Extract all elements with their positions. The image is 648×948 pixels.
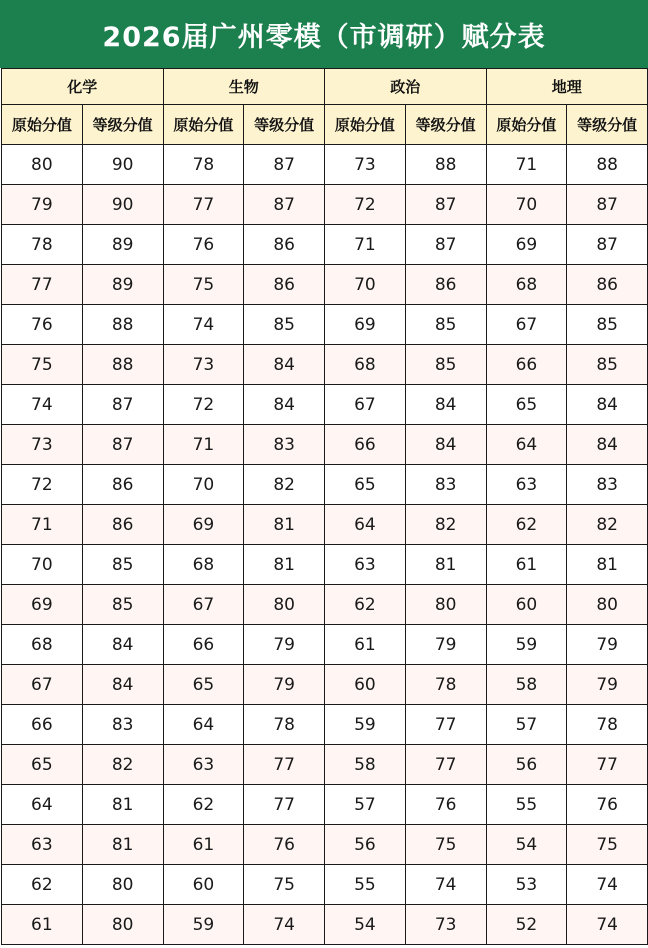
grade-score-cell: 80 [567,585,648,625]
raw-score-cell: 61 [2,905,83,945]
grade-score-cell: 82 [82,745,163,785]
table-row [2,345,648,385]
table-row [2,545,648,585]
raw-score-cell: 55 [486,785,567,825]
raw-score-cell: 74 [163,305,244,345]
grade-score-cell: 87 [405,225,486,265]
grade-score-cell: 74 [405,865,486,905]
table-row [2,185,648,225]
raw-score-header: 原始分值 [486,105,567,145]
raw-score-cell: 65 [325,465,406,505]
grade-score-cell: 85 [244,305,325,345]
page-title: 2026届广州零模（市调研）赋分表 [102,21,546,53]
grade-score-header: 等级分值 [567,105,648,145]
raw-score-cell: 60 [325,665,406,705]
raw-score-cell: 64 [2,785,83,825]
subject-header: 生物 [163,69,325,105]
table-row [2,825,648,865]
grade-score-cell: 80 [405,585,486,625]
raw-score-cell: 61 [486,545,567,585]
grade-score-cell: 85 [567,345,648,385]
grade-score-cell: 88 [82,305,163,345]
raw-score-cell: 58 [486,665,567,705]
raw-score-cell: 59 [163,905,244,945]
raw-score-cell: 68 [163,545,244,585]
grade-score-cell: 78 [567,705,648,745]
raw-score-cell: 67 [163,585,244,625]
raw-score-cell: 59 [325,705,406,745]
table-row [2,705,648,745]
grade-score-cell: 85 [405,345,486,385]
grade-score-cell: 79 [244,665,325,705]
grade-score-cell: 84 [82,665,163,705]
grade-score-cell: 83 [405,465,486,505]
grade-score-cell: 84 [567,385,648,425]
grade-score-cell: 81 [82,825,163,865]
grade-score-cell: 75 [567,825,648,865]
raw-score-cell: 73 [325,145,406,185]
grade-score-cell: 73 [405,905,486,945]
grade-score-cell: 80 [244,585,325,625]
table-row [2,745,648,785]
title-bar [0,0,648,68]
raw-score-cell: 66 [325,425,406,465]
grade-score-cell: 79 [405,625,486,665]
grade-score-cell: 82 [405,505,486,545]
raw-score-cell: 70 [2,545,83,585]
table-row [2,225,648,265]
grade-score-cell: 83 [244,425,325,465]
grade-score-cell: 85 [405,305,486,345]
grade-score-cell: 86 [405,265,486,305]
grade-score-cell: 87 [82,425,163,465]
raw-score-cell: 59 [486,625,567,665]
raw-score-cell: 64 [163,705,244,745]
grade-score-cell: 74 [567,905,648,945]
raw-score-cell: 68 [325,345,406,385]
table-row [2,785,648,825]
grade-score-cell: 87 [244,145,325,185]
raw-score-cell: 76 [163,225,244,265]
subject-header: 地理 [486,69,648,105]
table-row [2,305,648,345]
table-row [2,385,648,425]
grade-score-cell: 77 [244,785,325,825]
raw-score-cell: 60 [486,585,567,625]
grade-score-header: 等级分值 [82,105,163,145]
raw-score-cell: 58 [325,745,406,785]
raw-score-cell: 66 [2,705,83,745]
raw-score-cell: 79 [2,185,83,225]
grade-score-cell: 89 [82,225,163,265]
raw-score-cell: 63 [486,465,567,505]
raw-score-header: 原始分值 [2,105,83,145]
raw-score-cell: 75 [163,265,244,305]
grade-score-cell: 87 [567,185,648,225]
subject-header: 化学 [2,69,164,105]
grade-score-cell: 76 [244,825,325,865]
raw-score-cell: 54 [325,905,406,945]
grade-score-cell: 77 [405,745,486,785]
raw-score-cell: 73 [163,345,244,385]
raw-score-cell: 64 [325,505,406,545]
grade-score-cell: 88 [82,345,163,385]
raw-score-cell: 54 [486,825,567,865]
grade-score-cell: 86 [82,465,163,505]
grade-score-cell: 79 [567,625,648,665]
grade-score-cell: 84 [244,385,325,425]
grade-score-cell: 81 [244,545,325,585]
table-row [2,505,648,545]
raw-score-cell: 69 [486,225,567,265]
grade-score-cell: 86 [567,265,648,305]
raw-score-cell: 72 [325,185,406,225]
grade-score-header: 等级分值 [405,105,486,145]
raw-score-cell: 70 [325,265,406,305]
grade-score-cell: 74 [567,865,648,905]
raw-score-cell: 60 [163,865,244,905]
table-row [2,265,648,305]
raw-score-cell: 67 [486,305,567,345]
grade-score-cell: 84 [405,385,486,425]
raw-score-cell: 77 [163,185,244,225]
raw-score-cell: 52 [486,905,567,945]
raw-score-cell: 68 [2,625,83,665]
grade-score-cell: 76 [405,785,486,825]
raw-score-cell: 72 [2,465,83,505]
raw-score-cell: 73 [2,425,83,465]
grade-score-cell: 89 [82,265,163,305]
raw-score-cell: 74 [2,385,83,425]
table-row [2,585,648,625]
table-body [2,145,648,945]
grade-score-cell: 75 [244,865,325,905]
raw-score-cell: 66 [163,625,244,665]
raw-score-cell: 66 [486,345,567,385]
grade-score-cell: 81 [405,545,486,585]
grade-score-cell: 80 [82,865,163,905]
raw-score-cell: 62 [325,585,406,625]
sub-header-row [2,105,648,145]
raw-score-cell: 57 [486,705,567,745]
table-row [2,145,648,185]
grade-score-cell: 80 [82,905,163,945]
raw-score-cell: 56 [486,745,567,785]
grade-score-cell: 84 [567,425,648,465]
raw-score-cell: 61 [325,625,406,665]
table-row [2,865,648,905]
grade-score-cell: 82 [244,465,325,505]
raw-score-cell: 75 [2,345,83,385]
raw-score-cell: 70 [163,465,244,505]
raw-score-header: 原始分值 [325,105,406,145]
raw-score-cell: 77 [2,265,83,305]
grade-score-cell: 87 [244,185,325,225]
raw-score-header: 原始分值 [163,105,244,145]
grade-score-cell: 81 [82,785,163,825]
raw-score-cell: 63 [2,825,83,865]
raw-score-cell: 69 [163,505,244,545]
grade-score-cell: 79 [567,665,648,705]
grade-score-cell: 74 [244,905,325,945]
raw-score-cell: 53 [486,865,567,905]
grade-score-cell: 81 [244,505,325,545]
grade-score-cell: 77 [405,705,486,745]
grade-score-header: 等级分值 [244,105,325,145]
grade-score-cell: 85 [82,585,163,625]
raw-score-cell: 65 [486,385,567,425]
grade-score-cell: 90 [82,145,163,185]
grade-score-cell: 75 [405,825,486,865]
raw-score-cell: 69 [2,585,83,625]
grade-score-cell: 88 [405,145,486,185]
grade-score-cell: 83 [82,705,163,745]
table-row [2,465,648,505]
raw-score-cell: 70 [486,185,567,225]
grade-score-cell: 86 [82,505,163,545]
raw-score-cell: 68 [486,265,567,305]
raw-score-cell: 65 [163,665,244,705]
score-table [1,68,648,945]
raw-score-cell: 71 [2,505,83,545]
raw-score-cell: 78 [2,225,83,265]
raw-score-cell: 76 [2,305,83,345]
raw-score-cell: 56 [325,825,406,865]
table-row [2,905,648,945]
grade-score-cell: 77 [244,745,325,785]
grade-score-cell: 86 [244,265,325,305]
grade-score-cell: 85 [567,305,648,345]
grade-score-cell: 76 [567,785,648,825]
grade-score-cell: 86 [244,225,325,265]
raw-score-cell: 63 [163,745,244,785]
grade-score-cell: 78 [244,705,325,745]
subject-header-row [2,69,648,105]
grade-score-cell: 77 [567,745,648,785]
grade-score-cell: 87 [405,185,486,225]
raw-score-cell: 61 [163,825,244,865]
grade-score-cell: 87 [567,225,648,265]
raw-score-cell: 64 [486,425,567,465]
raw-score-cell: 80 [2,145,83,185]
raw-score-cell: 69 [325,305,406,345]
raw-score-cell: 62 [163,785,244,825]
table-header [2,69,648,145]
grade-score-cell: 88 [567,145,648,185]
raw-score-cell: 57 [325,785,406,825]
grade-score-cell: 83 [567,465,648,505]
grade-score-cell: 78 [405,665,486,705]
grade-score-cell: 90 [82,185,163,225]
raw-score-cell: 55 [325,865,406,905]
grade-score-cell: 79 [244,625,325,665]
subject-header: 政治 [325,69,487,105]
raw-score-cell: 62 [2,865,83,905]
table-row [2,625,648,665]
grade-score-cell: 85 [82,545,163,585]
grade-score-cell: 81 [567,545,648,585]
raw-score-cell: 65 [2,745,83,785]
raw-score-cell: 63 [325,545,406,585]
grade-score-cell: 84 [244,345,325,385]
raw-score-cell: 71 [163,425,244,465]
raw-score-cell: 71 [325,225,406,265]
raw-score-cell: 78 [163,145,244,185]
raw-score-cell: 72 [163,385,244,425]
table-row [2,425,648,465]
grade-score-cell: 84 [405,425,486,465]
grade-score-cell: 87 [82,385,163,425]
grade-score-cell: 82 [567,505,648,545]
grade-score-cell: 84 [82,625,163,665]
raw-score-cell: 67 [2,665,83,705]
raw-score-cell: 67 [325,385,406,425]
raw-score-cell: 62 [486,505,567,545]
table-row [2,665,648,705]
raw-score-cell: 71 [486,145,567,185]
